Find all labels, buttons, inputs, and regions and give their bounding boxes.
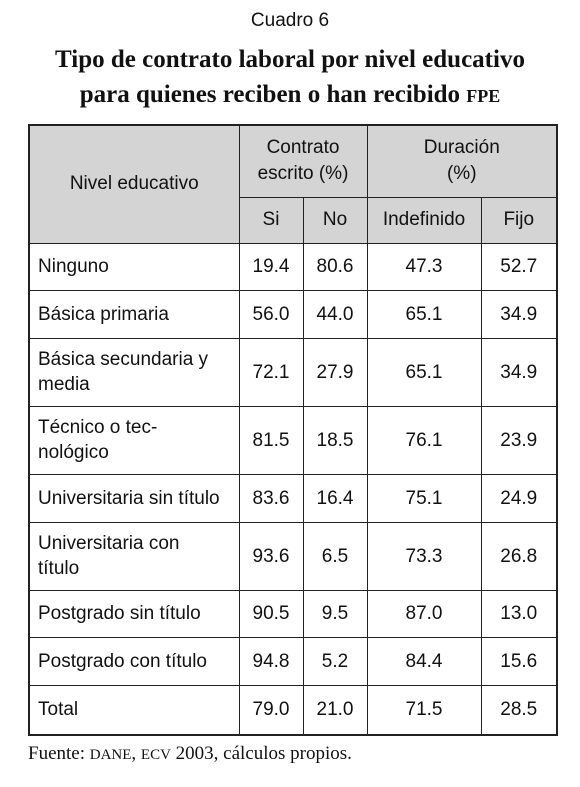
cell-si: 56.0 [239,291,303,339]
cell-level: Universitaria sin título [29,474,239,522]
header-si: Si [239,197,303,243]
cell-indefinite: 65.1 [367,338,481,406]
table-header [29,125,557,243]
cell-level: Básica primaria [29,291,239,339]
table-row [29,338,557,406]
cell-indefinite: 75.1 [367,474,481,522]
cell-si: 90.5 [239,590,303,638]
cell-si: 72.1 [239,338,303,406]
table-row [29,685,557,735]
cell-level: Universitaria con título [29,522,239,590]
cell-no: 18.5 [303,406,367,474]
table-body [29,243,557,735]
header-group-contract: Contrato escrito (%) [239,125,367,197]
cell-fixed: 52.7 [481,243,557,291]
table-row [29,406,557,474]
header-indefinite: Indefinido [367,197,481,243]
cell-indefinite: 87.0 [367,590,481,638]
header-fixed: Fijo [481,197,557,243]
cell-level: Total [29,685,239,735]
header-no: No [303,197,367,243]
header-level: Nivel educativo [29,125,239,243]
cell-level: Técnico o tec-nológico [29,406,239,474]
cell-no: 44.0 [303,291,367,339]
table-caption-label: Cuadro 6 [250,10,330,31]
cell-fixed: 23.9 [481,406,557,474]
title-line-2 [0,77,580,114]
cell-fixed: 34.9 [481,338,557,406]
source-org-2: ECV [140,747,171,763]
source-org-1: DANE [89,747,132,763]
data-table-container [28,124,556,736]
cell-fixed: 13.0 [481,590,557,638]
cell-no: 5.2 [303,638,367,686]
cell-si: 83.6 [239,474,303,522]
cell-indefinite: 76.1 [367,406,481,474]
table-row [29,243,557,291]
cell-indefinite: 84.4 [367,638,481,686]
table-row [29,522,557,590]
cell-si: 81.5 [239,406,303,474]
title-acronym: FPE [466,86,501,106]
cell-no: 9.5 [303,590,367,638]
cell-si: 94.8 [239,638,303,686]
cell-indefinite: 65.1 [367,291,481,339]
cell-fixed: 28.5 [481,685,557,735]
cell-no: 80.6 [303,243,367,291]
cell-level: Postgrado con título [29,638,239,686]
header-group-duration: Duración (%) [367,125,557,197]
cell-level: Postgrado sin título [29,590,239,638]
cell-fixed: 26.8 [481,522,557,590]
table-row [29,638,557,686]
cell-no: 6.5 [303,522,367,590]
cell-no: 21.0 [303,685,367,735]
source-note [28,743,352,765]
table-title [0,42,580,114]
cell-si: 19.4 [239,243,303,291]
cell-level: Básica secundaria y media [29,338,239,406]
cell-si: 79.0 [239,685,303,735]
cell-level: Ninguno [29,243,239,291]
cell-fixed: 24.9 [481,474,557,522]
title-line-1: Tipo de contrato laboral por nivel educativo [55,46,525,73]
cell-fixed: 34.9 [481,291,557,339]
cell-fixed: 15.6 [481,638,557,686]
data-table [28,124,558,736]
cell-indefinite: 47.3 [367,243,481,291]
source-prefix: Fuente: [28,743,85,764]
cell-indefinite: 73.3 [367,522,481,590]
cell-no: 27.9 [303,338,367,406]
table-row [29,291,557,339]
source-rest: 2003, cálculos propios. [175,743,352,764]
cell-no: 16.4 [303,474,367,522]
cell-indefinite: 71.5 [367,685,481,735]
cell-si: 93.6 [239,522,303,590]
title-line-2-text: para quienes reciben o han recibido [79,81,461,108]
source-separator: , [131,743,137,764]
table-row [29,474,557,522]
table-row [29,590,557,638]
